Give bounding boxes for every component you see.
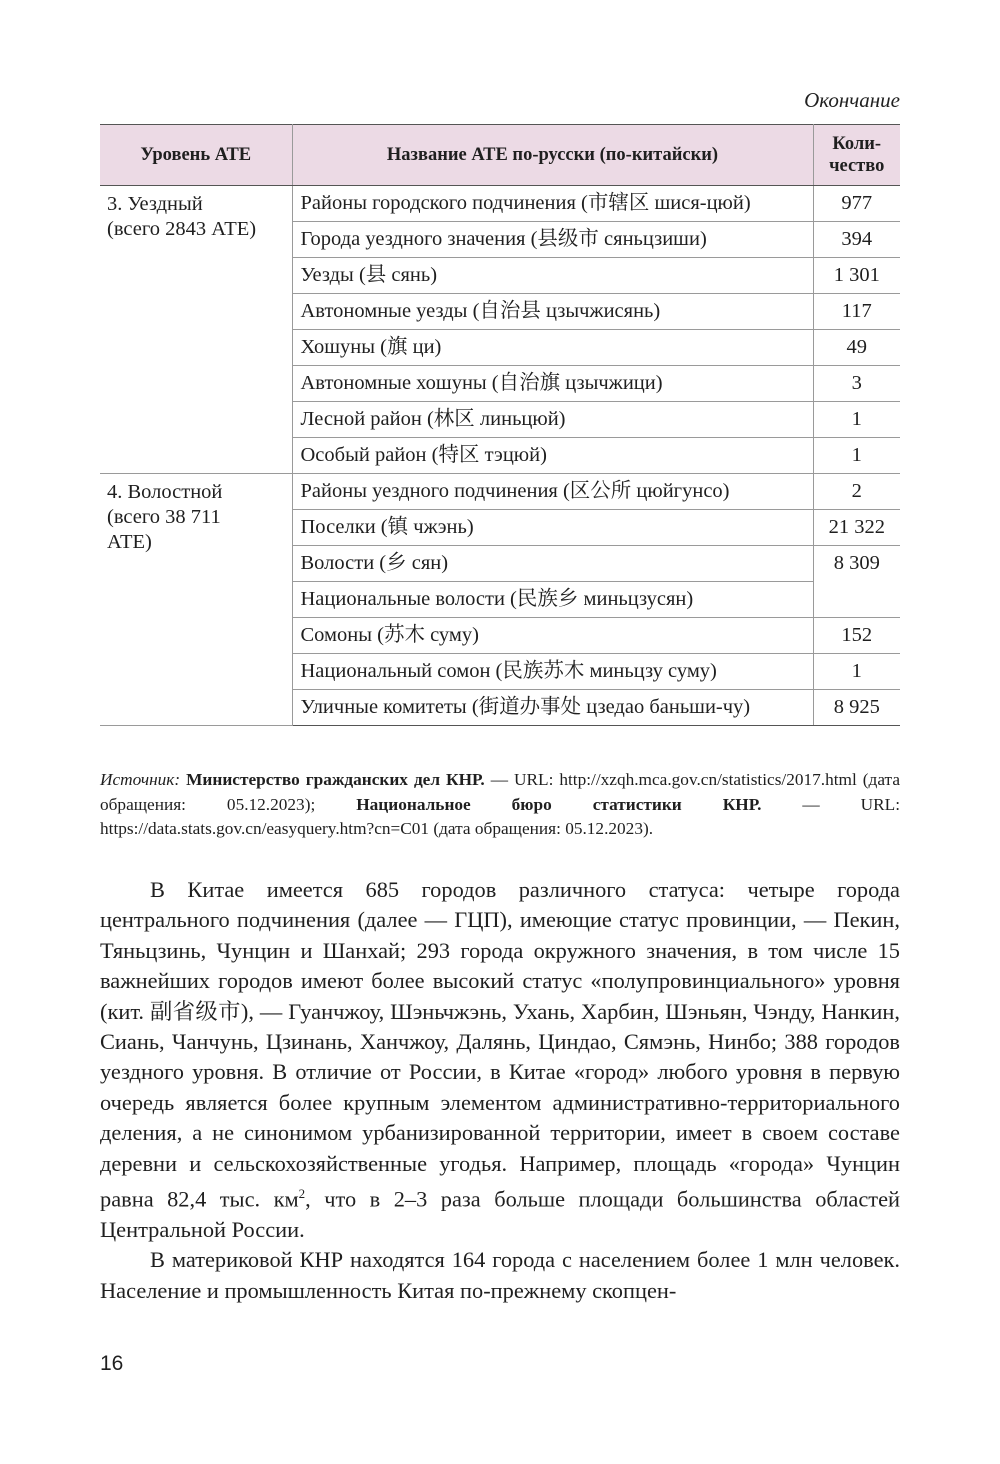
table-continued-label: Окончание [804,88,900,112]
row-name: Национальные волости (民族乡 миньцзусян) [292,582,813,618]
paragraph-1: В Китае имеется 685 городов различного статуса: четыре города центрального подчинения (далее — ГЦП), имеющие статус провинции, — Пекин, Тяньцзинь, Чунцин и Шанхай; 293 города окружного значения, в том числе 15 важнейших городов имеют более высокий статус «полупровинциального» уровня (кит. 副省级市), — Гуанчжоу, Шэньчжэнь, Ухань, Харбин, Шэньян, Чэнду, Нанкин, Сиань, Чанчунь, Цзинань, Ханчжоу, Далянь, Циндао, Сямэнь, Нинбо; 388 городов уездного уровня. В отличие от России, в Китае «город» любого уровня в первую очередь является более крупным элементом административно-территориального деления, а не синонимом урбанизированной территории, имеет в своем составе деревни и сельскохозяйственные угодья. Например, площадь «города» Чунцин равна 82,4 тыс. $км^2$, что в 2–3 раза больше площади большинства областей Центральной России. [100,877,900,1242]
row-count: 49 [813,330,900,366]
row-count: 1 [813,438,900,474]
row-name: Сомоны (苏木 суму) [292,618,813,654]
row-count: 1 [813,654,900,690]
page-number: 16 [100,1352,124,1375]
row-count: 8 309 [813,546,900,618]
row-count: 1 301 [813,258,900,294]
body-text [100,875,900,1306]
level-township: 4. Волостной (всего 38 711 АТЕ) [100,474,292,726]
row-count: 394 [813,222,900,258]
table-row [100,474,900,510]
row-name: Национальный сомон (民族苏木 миньцзу суму) [292,654,813,690]
level-county: 3. Уездный (всего 2843 АТЕ) [100,186,292,474]
header-count: Коли- чество [813,125,900,186]
source-text-1: — URL: http://xzqh.mca.gov.cn/statistics/2017.html (дата обращения: 05.12.2023); [100,770,900,814]
source-org-2: Национальное бюро статистики КНР. [356,794,762,814]
row-name: Хошуны (旗 ци) [292,330,813,366]
source-text-2: — URL: https://data.stats.gov.cn/easyquery.htm?cn=C01 (дата обращения: 05.12.2023). [100,794,900,838]
row-name: Автономные уезды (自治县 цзычжисянь) [292,294,813,330]
row-count: 1 [813,402,900,438]
source-org-1: Министерство гражданских дел КНР. [186,770,485,789]
header-name: Название АТЕ по-русски (по-китайски) [292,125,813,186]
row-name: Районы уездного подчинения (区公所 цюйгунсо) [292,474,813,510]
row-name: Особый район (特区 тэцюй) [292,438,813,474]
row-count: 3 [813,366,900,402]
table-source-note [100,768,900,842]
row-count: 2 [813,474,900,510]
table-header-row [100,125,900,186]
row-count: 152 [813,618,900,654]
row-count: 21 322 [813,510,900,546]
row-count: 977 [813,186,900,222]
row-name: Волости (乡 сян) [292,546,813,582]
header-level: Уровень АТЕ [100,125,292,186]
row-count: 117 [813,294,900,330]
table-row [100,186,900,222]
row-name: Лесной район (林区 линьцюй) [292,402,813,438]
row-name: Поселки (镇 чжэнь) [292,510,813,546]
source-label: Источник: [100,770,181,789]
row-name: Автономные хошуны (自治旗 цзычжици) [292,366,813,402]
ate-table [100,124,900,726]
row-name: Города уездного значения (县级市 сяньцзиши) [292,222,813,258]
row-name: Уличные комитеты (街道办事处 цзедао баньши-чу) [292,690,813,726]
row-name: Районы городского подчинения (市辖区 шися-цюй) [292,186,813,222]
row-name: Уезды (县 сянь) [292,258,813,294]
row-count: 8 925 [813,690,900,726]
paragraph-2: В материковой КНР находятся 164 города с населением более 1 млн человек. Население и промышленность Китая по-прежнему скопцен- [100,1247,900,1303]
